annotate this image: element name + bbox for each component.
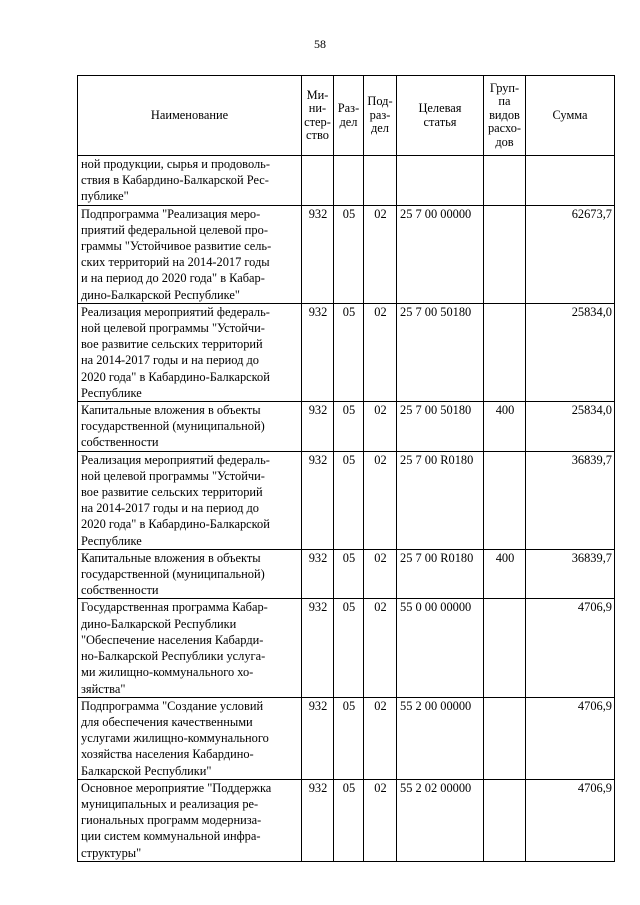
row-group xyxy=(484,599,526,697)
row-subsection: 02 xyxy=(364,402,397,452)
row-ministry: 932 xyxy=(302,402,334,452)
header-subsection: Под- раз- дел xyxy=(364,76,397,156)
row-section: 05 xyxy=(334,599,364,697)
row-name: ной продукции, сырья и продоволь- ствия в Кабардино-Балкарской Рес- публике" xyxy=(78,156,302,206)
row-section: 05 xyxy=(334,402,364,452)
budget-table xyxy=(77,75,615,862)
table-header xyxy=(78,76,615,156)
row-ministry xyxy=(302,156,334,206)
row-subsection xyxy=(364,156,397,206)
table-row xyxy=(78,205,615,303)
row-article: 55 2 02 00000 xyxy=(397,779,484,861)
row-group xyxy=(484,303,526,401)
row-subsection: 02 xyxy=(364,451,397,549)
row-subsection: 02 xyxy=(364,599,397,697)
row-section: 05 xyxy=(334,451,364,549)
row-article: 25 7 00 50180 xyxy=(397,402,484,452)
row-section: 05 xyxy=(334,779,364,861)
row-article xyxy=(397,156,484,206)
row-group xyxy=(484,779,526,861)
row-amount xyxy=(526,156,615,206)
table-body xyxy=(78,156,615,862)
header-ministry: Ми- ни- стер- ство xyxy=(302,76,334,156)
row-subsection: 02 xyxy=(364,303,397,401)
row-ministry: 932 xyxy=(302,451,334,549)
row-group: 400 xyxy=(484,549,526,599)
table-row xyxy=(78,402,615,452)
header-section: Раз- дел xyxy=(334,76,364,156)
row-name: Подпрограмма "Создание условий для обеспечения качественными услугами жилищно-коммунального хозяйства населения Кабардино- Балкарской Республики" xyxy=(78,697,302,779)
row-amount: 4706,9 xyxy=(526,779,615,861)
row-name: Государственная программа Кабар- дино-Балкарской Республики "Обеспечение населения Кабарди- но-Балкарской Республики услуга- ми жилищно-коммунального хо- зяйства" xyxy=(78,599,302,697)
row-ministry: 932 xyxy=(302,549,334,599)
row-amount: 36839,7 xyxy=(526,451,615,549)
table-row xyxy=(78,697,615,779)
row-name: Подпрограмма "Реализация меро- приятий федеральной целевой про- граммы "Устойчивое развитие сель- ских территорий на 2014-2017 годы и на период до 2020 года" в Кабар- дино-Балкарской Республике" xyxy=(78,205,302,303)
row-subsection: 02 xyxy=(364,549,397,599)
row-section: 05 xyxy=(334,303,364,401)
header-amount: Сумма xyxy=(526,76,615,156)
row-group: 400 xyxy=(484,402,526,452)
row-subsection: 02 xyxy=(364,205,397,303)
row-group xyxy=(484,205,526,303)
row-group xyxy=(484,156,526,206)
row-group xyxy=(484,451,526,549)
row-name: Капитальные вложения в объекты государственной (муниципальной) собственности xyxy=(78,402,302,452)
row-article: 25 7 00 R0180 xyxy=(397,549,484,599)
row-article: 25 7 00 R0180 xyxy=(397,451,484,549)
row-subsection: 02 xyxy=(364,779,397,861)
row-article: 55 0 00 00000 xyxy=(397,599,484,697)
table-row xyxy=(78,599,615,697)
row-ministry: 932 xyxy=(302,303,334,401)
row-section: 05 xyxy=(334,205,364,303)
table-row xyxy=(78,451,615,549)
row-section xyxy=(334,156,364,206)
row-name: Капитальные вложения в объекты государственной (муниципальной) собственности xyxy=(78,549,302,599)
row-amount: 4706,9 xyxy=(526,599,615,697)
row-ministry: 932 xyxy=(302,779,334,861)
row-article: 25 7 00 50180 xyxy=(397,303,484,401)
row-article: 55 2 00 00000 xyxy=(397,697,484,779)
row-group xyxy=(484,697,526,779)
row-ministry: 932 xyxy=(302,697,334,779)
row-name: Основное мероприятие "Поддержка муниципальных и реализация ре- гиональных программ модерниза- ции систем коммунальной инфра- структуры" xyxy=(78,779,302,861)
row-amount: 25834,0 xyxy=(526,402,615,452)
row-article: 25 7 00 00000 xyxy=(397,205,484,303)
row-amount: 36839,7 xyxy=(526,549,615,599)
row-name: Реализация мероприятий федераль- ной целевой программы "Устойчи- вое развитие сельских территорий на 2014-2017 годы и на период до 2020 года" в Кабардино-Балкарской Республике xyxy=(78,303,302,401)
row-ministry: 932 xyxy=(302,599,334,697)
table-row xyxy=(78,549,615,599)
header-target-article: Целевая статья xyxy=(397,76,484,156)
row-name: Реализация мероприятий федераль- ной целевой программы "Устойчи- вое развитие сельских территорий на 2014-2017 годы и на период до 2020 года" в Кабардино-Балкарской Республике xyxy=(78,451,302,549)
row-section: 05 xyxy=(334,549,364,599)
row-ministry: 932 xyxy=(302,205,334,303)
header-expense-group: Груп- па видов расхо- дов xyxy=(484,76,526,156)
table-row xyxy=(78,779,615,861)
header-name: Наименование xyxy=(78,76,302,156)
row-amount: 4706,9 xyxy=(526,697,615,779)
row-section: 05 xyxy=(334,697,364,779)
page-number: 58 xyxy=(314,37,326,51)
row-subsection: 02 xyxy=(364,697,397,779)
row-amount: 62673,7 xyxy=(526,205,615,303)
row-amount: 25834,0 xyxy=(526,303,615,401)
table-row xyxy=(78,303,615,401)
table-row xyxy=(78,156,615,206)
